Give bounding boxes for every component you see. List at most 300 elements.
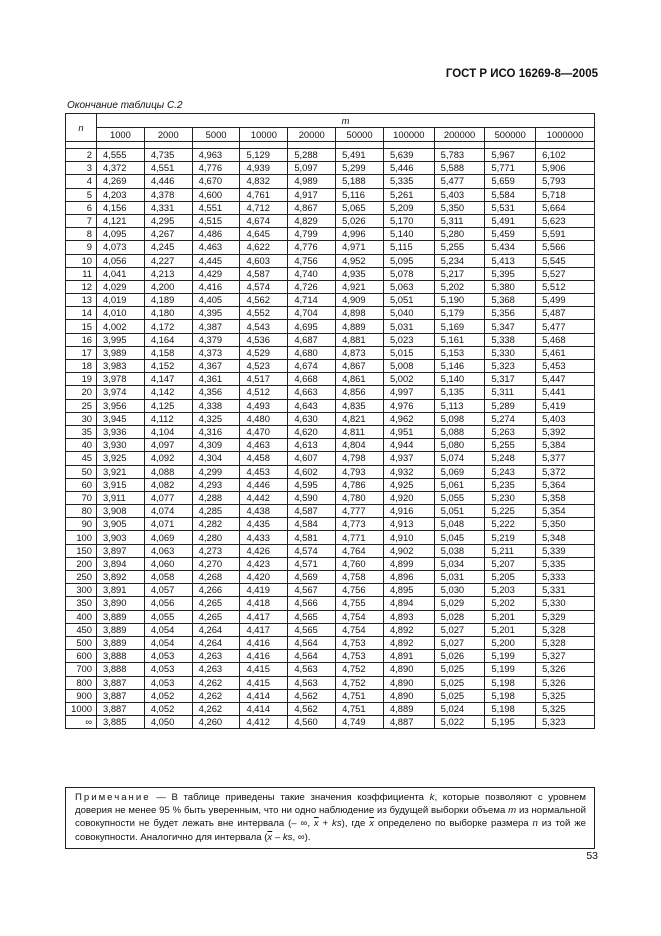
table-row [66,439,595,452]
spacer-cell [192,142,240,149]
value-cell: 5,202 [485,597,536,610]
value-cell: 4,566 [288,597,336,610]
value-cell: 5,140 [383,228,434,241]
note-text-6: определено по выборке размера [374,818,533,830]
value-cell: 4,551 [144,162,192,175]
value-cell: 5,545 [536,254,595,267]
value-cell: 4,620 [288,425,336,438]
row-n-cell: 13 [66,294,97,307]
value-cell: 4,338 [192,399,240,412]
value-cell: 3,925 [97,452,145,465]
value-cell: 5,328 [536,636,595,649]
note-n: n [532,818,538,830]
table-row [66,491,595,504]
value-cell: 5,008 [383,360,434,373]
value-cell: 4,414 [240,702,288,715]
value-cell: 5,491 [336,149,384,162]
value-cell: 4,415 [240,676,288,689]
value-cell: 4,776 [192,162,240,175]
row-n-cell: 2 [66,149,97,162]
value-cell: 5,024 [434,702,485,715]
value-cell: 4,405 [192,294,240,307]
value-cell: 5,793 [536,175,595,188]
value-cell: 4,412 [240,716,288,729]
row-n-cell: 35 [66,425,97,438]
value-cell: 4,670 [192,175,240,188]
value-cell: 4,704 [288,307,336,320]
value-cell: 4,832 [240,175,288,188]
row-n-cell: 400 [66,610,97,623]
value-cell: 4,002 [97,320,145,333]
value-cell: 4,835 [336,399,384,412]
value-cell: 4,821 [336,412,384,425]
value-cell: 4,372 [97,162,145,175]
value-cell: 5,022 [434,716,485,729]
table-row [66,425,595,438]
value-cell: 4,909 [336,294,384,307]
spacer-cell [336,142,384,149]
value-cell: 5,419 [536,399,595,412]
value-cell: 4,263 [192,650,240,663]
value-cell: 4,925 [383,478,434,491]
value-cell: 3,894 [97,557,145,570]
note-text-3: из нормальной совокупности не будет лежать вне интервала (– ∞, [75,805,586,830]
row-n-cell: 18 [66,360,97,373]
value-cell: 5,584 [485,188,536,201]
row-n-cell: 16 [66,333,97,346]
value-cell: 5,038 [434,544,485,557]
value-cell: 4,663 [288,386,336,399]
value-cell: 5,140 [434,373,485,386]
value-cell: 3,974 [97,386,145,399]
value-cell: 4,077 [144,491,192,504]
value-cell: 4,602 [288,465,336,478]
value-cell: 5,201 [485,623,536,636]
value-cell: 4,916 [383,505,434,518]
table-header-row-top [66,114,595,128]
value-cell: 4,147 [144,373,192,386]
value-cell: 5,403 [536,412,595,425]
table-row [66,188,595,201]
value-cell: 4,753 [336,650,384,663]
value-cell: 4,913 [383,518,434,531]
value-cell: 4,754 [336,623,384,636]
value-cell: 5,413 [485,254,536,267]
value-cell: 3,995 [97,333,145,346]
row-n-cell: 250 [66,571,97,584]
row-n-cell: 12 [66,280,97,293]
value-cell: 4,280 [192,531,240,544]
value-cell: 4,543 [240,320,288,333]
value-cell: 4,996 [336,228,384,241]
value-cell: 4,260 [192,716,240,729]
value-cell: 5,025 [434,689,485,702]
row-n-cell: 450 [66,623,97,636]
value-cell: 5,135 [434,386,485,399]
value-cell: 4,073 [97,241,145,254]
value-cell: 4,726 [288,280,336,293]
value-cell: 5,051 [434,505,485,518]
value-cell: 4,569 [288,571,336,584]
note-text-7: из той же совокупности. Аналогично для интервала ( [75,818,586,843]
value-cell: 5,188 [336,175,384,188]
value-cell: 5,403 [434,188,485,201]
value-cell: 4,687 [288,333,336,346]
row-n-cell: 17 [66,346,97,359]
value-cell: 4,057 [144,584,192,597]
spacer-cell [485,142,536,149]
value-cell: 4,418 [240,597,288,610]
value-cell: 5,326 [536,663,595,676]
table-row [66,452,595,465]
value-cell: 4,325 [192,412,240,425]
table-row [66,557,595,570]
row-n-cell: 80 [66,505,97,518]
value-cell: 4,203 [97,188,145,201]
value-cell: 3,889 [97,610,145,623]
row-n-cell: 150 [66,544,97,557]
value-cell: 5,325 [536,689,595,702]
value-cell: 4,142 [144,386,192,399]
coefficient-table [65,113,595,729]
value-cell: 4,752 [336,663,384,676]
value-cell: 4,285 [192,505,240,518]
value-cell: 4,442 [240,491,288,504]
value-cell: 4,055 [144,610,192,623]
value-cell: 4,829 [288,214,336,227]
value-cell: 4,939 [240,162,288,175]
value-cell: 4,951 [383,425,434,438]
value-cell: 4,416 [240,636,288,649]
value-cell: 3,890 [97,597,145,610]
value-cell: 4,971 [336,241,384,254]
value-cell: 4,267 [144,228,192,241]
value-cell: 5,288 [288,149,336,162]
table-row [66,689,595,702]
value-cell: 5,327 [536,650,595,663]
value-cell: 4,152 [144,360,192,373]
spacer-cell [536,142,595,149]
table-row [66,201,595,214]
value-cell: 5,317 [485,373,536,386]
value-cell: 4,887 [383,716,434,729]
value-cell: 4,213 [144,267,192,280]
row-n-cell: 50 [66,465,97,478]
m-column-header: m [97,114,595,128]
value-cell: 4,786 [336,478,384,491]
row-n-cell: 19 [66,373,97,386]
value-cell: 4,555 [97,149,145,162]
value-cell: 4,564 [288,636,336,649]
value-cell: 3,921 [97,465,145,478]
table-row [66,518,595,531]
value-cell: 5,015 [383,346,434,359]
table-row [66,162,595,175]
value-cell: 5,967 [485,149,536,162]
value-cell: 5,153 [434,346,485,359]
value-cell: 4,264 [192,623,240,636]
value-cell: 3,989 [97,346,145,359]
page-number: 53 [586,850,598,862]
value-cell: 4,082 [144,478,192,491]
value-cell: 4,896 [383,571,434,584]
value-cell: 4,446 [240,478,288,491]
value-cell: 5,664 [536,201,595,214]
spacer-cell [144,142,192,149]
m-column-1000000: 1000000 [536,128,595,142]
value-cell: 5,335 [383,175,434,188]
value-cell: 4,944 [383,439,434,452]
value-cell: 4,565 [288,623,336,636]
table-row [66,412,595,425]
value-cell: 4,899 [383,557,434,570]
value-cell: 5,199 [485,650,536,663]
m-column-5000: 5000 [192,128,240,142]
value-cell: 4,867 [288,201,336,214]
m-column-100000: 100000 [383,128,434,142]
table-row [66,149,595,162]
note-text-2: , которые позволяют с уровнем доверия не менее 95 % быть уверенным, что ни одно наблюдение из будущей выборки объема [75,792,586,817]
value-cell: 4,517 [240,373,288,386]
value-cell: 4,416 [192,280,240,293]
value-cell: 4,777 [336,505,384,518]
note-text-4: + [318,818,333,830]
value-cell: 5,330 [485,346,536,359]
value-cell: 4,269 [97,175,145,188]
value-cell: 5,350 [536,518,595,531]
value-cell: 4,273 [192,544,240,557]
value-cell: 5,045 [434,531,485,544]
note-xbar-2: $\overline{x}$ [369,818,375,830]
note-m: m [508,805,517,817]
value-cell: 3,887 [97,702,145,715]
value-cell: 4,063 [144,544,192,557]
value-cell: 4,917 [288,188,336,201]
value-cell: 4,758 [336,571,384,584]
value-cell: 4,264 [192,636,240,649]
value-cell: 5,211 [485,544,536,557]
value-cell: 4,486 [192,228,240,241]
value-cell: 4,755 [336,597,384,610]
value-cell: 5,487 [536,307,595,320]
value-cell: 4,458 [240,452,288,465]
value-cell: 4,889 [383,702,434,715]
value-cell: 4,793 [336,465,384,478]
value-cell: 5,384 [536,439,595,452]
value-cell: 5,325 [536,702,595,715]
table-row [66,280,595,293]
value-cell: 4,092 [144,452,192,465]
value-cell: 4,429 [192,267,240,280]
spacer-cell [66,142,97,149]
value-cell: 5,566 [536,241,595,254]
value-cell: 5,113 [434,399,485,412]
value-cell: 4,416 [240,650,288,663]
value-cell: 4,935 [336,267,384,280]
value-cell: 5,255 [485,439,536,452]
row-n-cell: 500 [66,636,97,649]
value-cell: 4,714 [288,294,336,307]
value-cell: 4,867 [336,360,384,373]
row-n-cell: 7 [66,214,97,227]
value-cell: 5,207 [485,557,536,570]
value-cell: 4,910 [383,531,434,544]
value-cell: 5,031 [434,571,485,584]
table-row [66,399,595,412]
row-n-cell: 90 [66,518,97,531]
value-cell: 5,080 [434,439,485,452]
value-cell: 4,420 [240,571,288,584]
value-cell: 4,567 [288,584,336,597]
value-cell: 4,378 [144,188,192,201]
value-cell: 4,270 [192,557,240,570]
value-cell: 4,438 [240,505,288,518]
value-cell: 3,908 [97,505,145,518]
value-cell: 4,125 [144,399,192,412]
value-cell: 3,956 [97,399,145,412]
row-n-cell: 14 [66,307,97,320]
m-column-50000: 50000 [336,128,384,142]
value-cell: 5,311 [434,214,485,227]
row-n-cell: 45 [66,452,97,465]
table-row [66,241,595,254]
table-row [66,478,595,491]
table-row [66,505,595,518]
value-cell: 4,892 [383,623,434,636]
value-cell: 4,446 [144,175,192,188]
value-cell: 4,056 [97,254,145,267]
value-cell: 4,172 [144,320,192,333]
value-cell: 5,088 [434,425,485,438]
row-n-cell: 70 [66,491,97,504]
value-cell: 5,289 [485,399,536,412]
value-cell: 5,097 [288,162,336,175]
value-cell: 4,060 [144,557,192,570]
table-row [66,320,595,333]
value-cell: 4,265 [192,610,240,623]
value-cell: 4,590 [288,491,336,504]
value-cell: 4,562 [288,702,336,715]
m-column-2000: 2000 [144,128,192,142]
value-cell: 5,146 [434,360,485,373]
value-cell: 4,749 [336,716,384,729]
m-column-200000: 200000 [434,128,485,142]
value-cell: 4,584 [288,518,336,531]
value-cell: 4,536 [240,333,288,346]
value-cell: 4,932 [383,465,434,478]
value-cell: 3,915 [97,478,145,491]
value-cell: 4,435 [240,518,288,531]
value-cell: 4,295 [144,214,192,227]
value-cell: 4,890 [383,663,434,676]
value-cell: 4,753 [336,636,384,649]
value-cell: 3,885 [97,716,145,729]
value-cell: 3,887 [97,676,145,689]
note-text-8: – [272,831,283,843]
value-cell: 5,078 [383,267,434,280]
row-n-cell: 60 [66,478,97,491]
value-cell: 4,891 [383,650,434,663]
row-n-cell: 30 [66,412,97,425]
row-n-cell: 6 [66,201,97,214]
value-cell: 4,299 [192,465,240,478]
value-cell: 5,048 [434,518,485,531]
value-cell: 3,911 [97,491,145,504]
value-cell: 4,562 [240,294,288,307]
value-cell: 4,643 [288,399,336,412]
value-cell: 4,069 [144,531,192,544]
row-n-cell: 800 [66,676,97,689]
table-row [66,623,595,636]
value-cell: 5,230 [485,491,536,504]
value-cell: 4,309 [192,439,240,452]
row-n-cell: 200 [66,557,97,570]
value-cell: 4,041 [97,267,145,280]
value-cell: 4,445 [192,254,240,267]
table-row [66,584,595,597]
value-cell: 4,523 [240,360,288,373]
value-cell: 5,203 [485,584,536,597]
table-row [66,676,595,689]
table-row [66,373,595,386]
spacer-cell [288,142,336,149]
value-cell: 4,053 [144,663,192,676]
value-cell: 6,102 [536,149,595,162]
value-cell: 4,316 [192,425,240,438]
value-cell: 5,323 [485,360,536,373]
value-cell: 4,574 [240,280,288,293]
value-cell: 4,293 [192,478,240,491]
value-cell: 4,095 [97,228,145,241]
value-cell: 5,098 [434,412,485,425]
spacer-cell [434,142,485,149]
value-cell: 5,063 [383,280,434,293]
value-cell: 5,372 [536,465,595,478]
value-cell: 5,023 [383,333,434,346]
value-cell: 3,887 [97,689,145,702]
value-cell: 5,031 [383,320,434,333]
value-cell: 4,088 [144,465,192,478]
value-cell: 4,529 [240,346,288,359]
value-cell: 4,480 [240,412,288,425]
value-cell: 4,417 [240,610,288,623]
value-cell: 5,222 [485,518,536,531]
value-cell: 4,674 [288,360,336,373]
value-cell: 4,268 [192,571,240,584]
value-cell: 5,356 [485,307,536,320]
value-cell: 5,243 [485,465,536,478]
value-cell: 5,329 [536,610,595,623]
value-cell: 5,034 [434,557,485,570]
row-n-cell: 9 [66,241,97,254]
value-cell: 4,645 [240,228,288,241]
value-cell: 5,364 [536,478,595,491]
value-cell: 3,983 [97,360,145,373]
value-cell: 5,202 [434,280,485,293]
value-cell: 5,027 [434,623,485,636]
value-cell: 4,881 [336,333,384,346]
value-cell: 4,227 [144,254,192,267]
value-cell: 4,771 [336,531,384,544]
value-cell: 5,447 [536,373,595,386]
value-cell: 5,027 [434,636,485,649]
value-cell: 3,903 [97,531,145,544]
value-cell: 5,434 [485,241,536,254]
value-cell: 4,180 [144,307,192,320]
value-cell: 4,379 [192,333,240,346]
value-cell: 5,395 [485,267,536,280]
value-cell: 4,552 [240,307,288,320]
